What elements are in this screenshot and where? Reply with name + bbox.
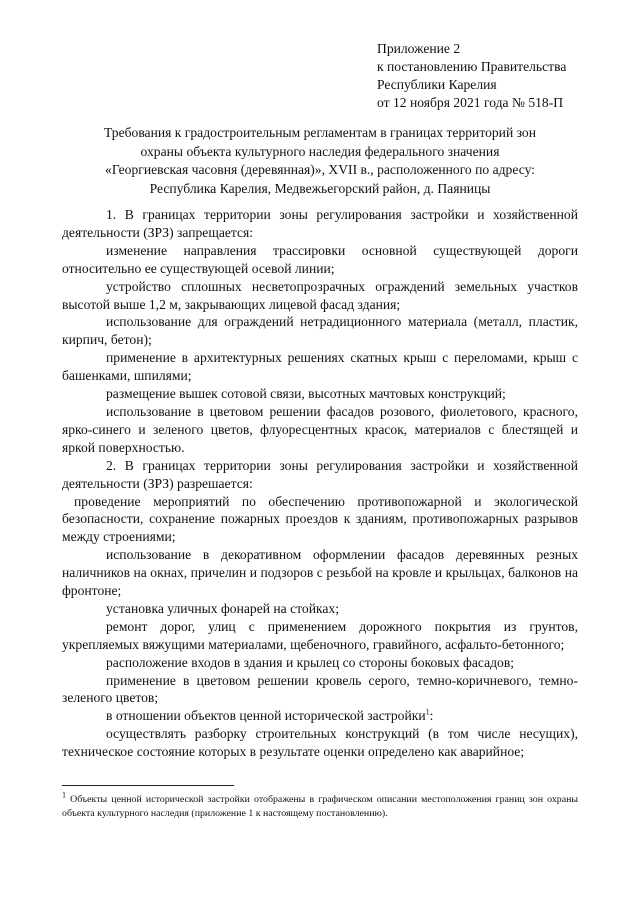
permission-item: осуществлять разборку строительных конструкций (в том числе несущих), техническое состояние которых в результате оценки определено как аварийное; [62,726,578,760]
footnote-marker: 1 [62,790,66,800]
permission-item-colon: : [429,708,434,724]
section-2-heading: 2. В границах территории зоны регулирования застройки и хозяйственной деятельности (ЗРЗ) разрешается: [62,457,578,491]
appendix-line: Приложение 2 [377,41,461,56]
appendix-line: от 12 ноября 2021 года № 518-П [377,95,564,110]
prohibition-item: размещение вышек сотовой связи, высотных мачтовых конструкций; [106,386,506,402]
document-body [62,206,578,761]
footnote-separator [62,785,234,786]
permission-item: расположение входов в здания и крылец со стороны боковых фасадов; [106,654,515,670]
permission-item [62,707,578,725]
permission-item: проведение мероприятий по обеспечению противопожарной и экологической безопасности, сохранение пожарных проездов к зданиям, противопожарных разрывов между строениями; [62,493,578,545]
footnote-reference[interactable]: 1 [425,707,430,717]
prohibition-item: использование в цветовом решении фасадов розового, фиолетового, красного, ярко-синего и зеленого цветов, флуоресцентных красок, материалов с блестящей и яркой поверхностью. [62,403,578,455]
footnote-text: Объекты ценной исторической застройки отображены в графическом описании местоположения границ зон охраны объекта культурного наследия (приложение 1 к настоящему постановлению). [62,794,578,819]
appendix-line: Республики Карелия [377,77,497,92]
permission-item: установка уличных фонарей на стойках; [106,600,339,616]
prohibition-item: изменение направления трассировки основной существующей дороги относительно ее существующей осевой линии; [62,242,578,276]
footnote [62,790,578,821]
appendix-header [377,40,566,112]
prohibition-item: использование для ограждений нетрадиционного материала (металл, пластик, кирпич, бетон); [62,314,578,348]
permission-item: использование в декоративном оформлении фасадов деревянных резных наличников на окнах, причелин и подзоров с резьбой на кровле и крыльцах, балконов на фронтоне; [62,547,578,599]
permission-item: ремонт дорог, улиц с применением дорожного покрытия из грунтов, укрепляемых вяжущими материалами, щебеночного, гравийного, асфальто-бетонного; [62,618,578,652]
title-line: Требования к градостроительным регламентам в границах территорий зон [103,125,536,140]
title-line: охраны объекта культурного наследия федерального значения [140,143,500,159]
title-line: «Георгиевская часовня (деревянная)», XVII в., расположенного по адресу: [105,162,535,177]
permission-item-text: в отношении объектов ценной исторической застройки [106,708,426,724]
document-title [62,124,578,198]
appendix-line: к постановлению Правительства [377,59,567,74]
prohibition-item: устройство сплошных несветопрозрачных ограждений земельных участков высотой выше 1,2 м, закрывающих лицевой фасад здания; [62,278,578,312]
section-1-heading: 1. В границах территории зоны регулирования застройки и хозяйственной деятельности (ЗРЗ) запрещается: [62,207,578,240]
title-line: Республика Карелия, Медвежьегорский район, д. Паяницы [149,180,491,196]
prohibition-item: применение в архитектурных решениях скатных крыш с переломами, крыш с башенками, шпилями; [62,350,578,384]
permission-item: применение в цветовом решении кровель серого, темно-коричневого, темно-зеленого цветов; [62,672,578,706]
